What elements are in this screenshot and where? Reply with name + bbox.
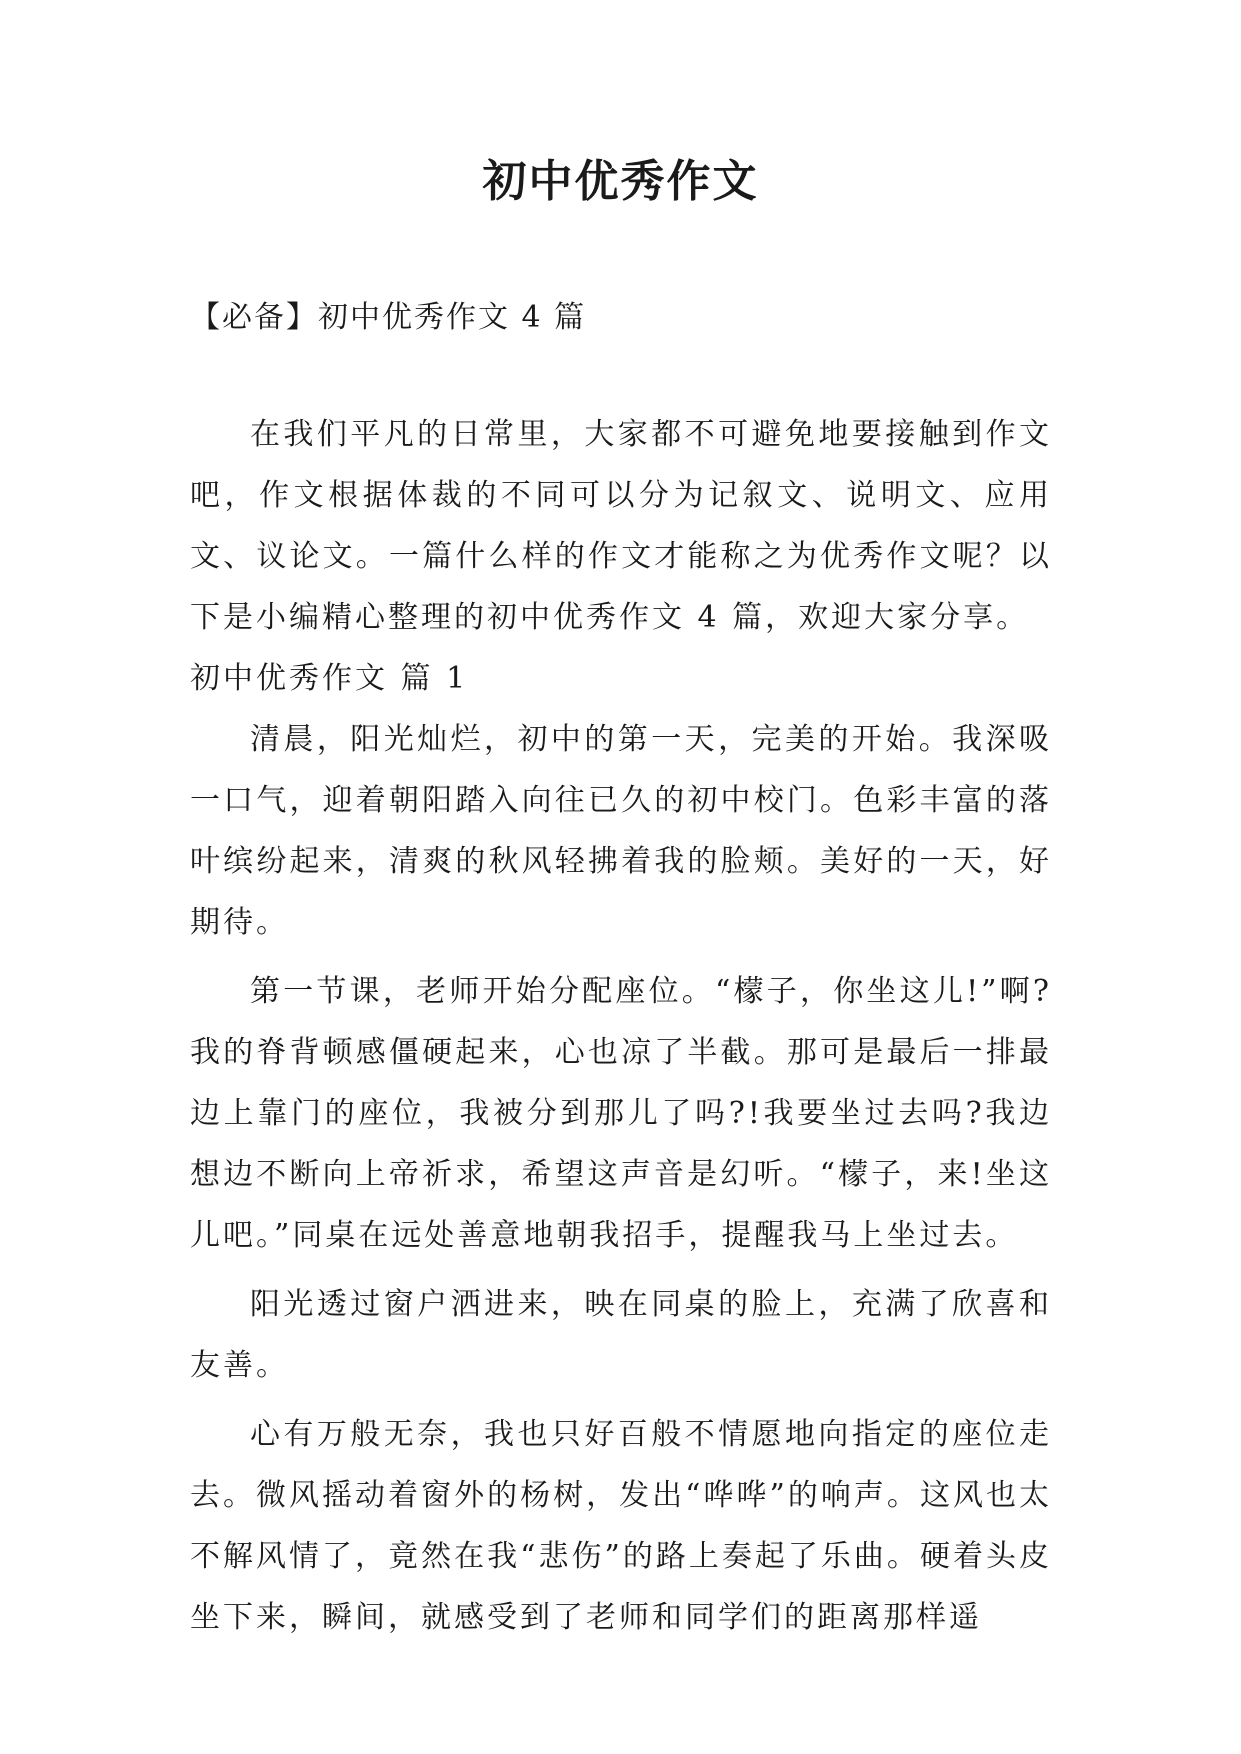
body-paragraph: 清晨，阳光灿烂，初中的第一天，完美的开始。我深吸一口气，迎着朝阳踏入向往已久的初中校门。色彩丰富的落叶缤纷起来，清爽的秋风轻拂着我的脸颊。美好的一天，好期待。	[190, 722, 1052, 940]
section-heading: 初中优秀作文 篇 1	[190, 661, 469, 696]
body-paragraph: 阳光透过窗户洒进来，映在同桌的脸上，充满了欣喜和友善。	[190, 1287, 1052, 1383]
document-body	[190, 404, 1052, 1648]
body-paragraph: 第一节课，老师开始分配座位。“檬子，你坐这儿!”啊?我的脊背顿感僵硬起来，心也凉了半截。那可是最后一排最边上靠门的座位，我被分到那儿了吗?!我要坐过去吗?我边想边不断向上帝祈求，希望这声音是幻听。“檬子，来!坐这儿吧。”同桌在远处善意地朝我招手，提醒我马上坐过去。	[190, 974, 1052, 1253]
intro-paragraph: 在我们平凡的日常里，大家都不可避免地要接触到作文吧，作文根据体裁的不同可以分为记叙文、说明文、应用文、议论文。一篇什么样的作文才能称之为优秀作文呢？以下是小编精心整理的初中优秀作文 4 篇，欢迎大家分享。	[190, 417, 1052, 635]
body-paragraph: 心有万般无奈，我也只好百般不情愿地向指定的座位走去。微风摇动着窗外的杨树，发出“哗哗”的响声。这风也太不解风情了，竟然在我“悲伤”的路上奏起了乐曲。硬着头皮坐下来，瞬间，就感受到了老师和同学们的距离那样遥	[190, 1417, 1052, 1635]
document-subtitle: 【必备】初中优秀作文 4 篇	[190, 300, 587, 335]
document-title: 初中优秀作文	[482, 156, 759, 207]
